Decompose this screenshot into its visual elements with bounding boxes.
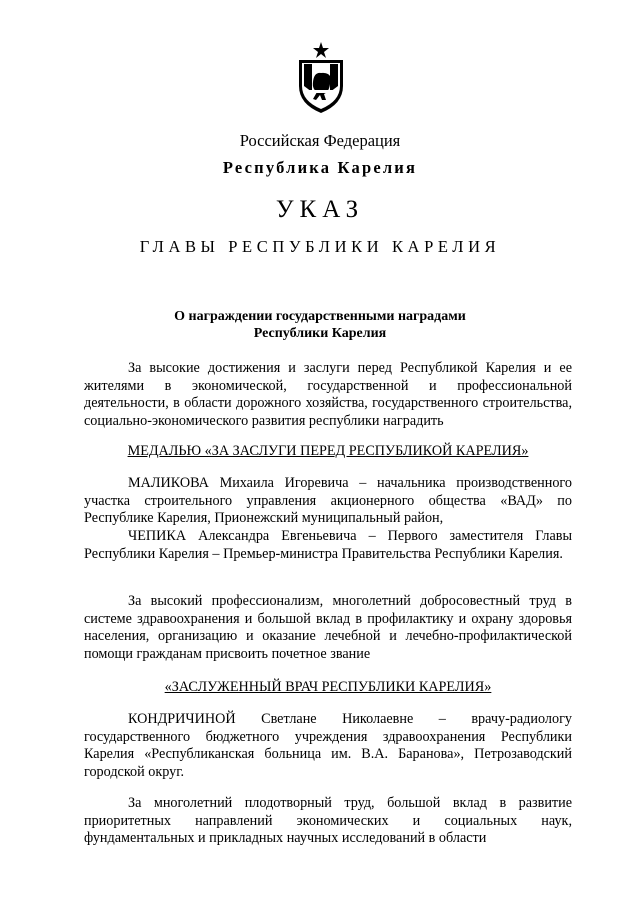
decree-issuer: ГЛАВЫ РЕСПУБЛИКИ КАРЕЛИЯ bbox=[139, 237, 501, 256]
intro-paragraph-1: За высокие достижения и заслуги перед Республикой Карелия и ее жителями в экономической, государственной и профессиональной деятельности, в области дорожного хозяйства, государственного строительства, социально-экономического развития республики наградить bbox=[84, 360, 572, 429]
karelia-coat-of-arms-icon bbox=[296, 42, 346, 114]
decree-title-line-1: О награждении государственными наградами bbox=[174, 309, 466, 324]
award-heading-title: «ЗАСЛУЖЕННЫЙ ВРАЧ РЕСПУБЛИКИ КАРЕЛИЯ» bbox=[164, 679, 492, 695]
award-recipient-1: МАЛИКОВА Михаила Игоревича – начальника производственного участка строительного управления акционерного общества «ВАД» по Республике Карелия, Прионежский муниципальный район, bbox=[84, 475, 572, 527]
republic-name: Республика Карелия bbox=[222, 158, 418, 177]
intro-paragraph-3: За многолетний плодотворный труд, большой вклад в развитие приоритетных направлений экономических и социальных наук, фундаментальных и прикладных научных исследований в области bbox=[84, 795, 572, 847]
decree-title bbox=[150, 308, 490, 342]
decree-label: УКАЗ bbox=[275, 196, 365, 223]
award-recipient-2: ЧЕПИКА Александра Евгеньевича – Первого заместителя Главы Республики Карелия – Премьер-министра Правительства Республики Карелия. bbox=[84, 528, 572, 562]
award-heading-medal: МЕДАЛЬЮ «ЗА ЗАСЛУГИ ПЕРЕД РЕСПУБЛИКОЙ КАРЕЛИЯ» bbox=[127, 443, 529, 459]
award-recipient-3: КОНДРИЧИНОЙ Светлане Николаевне – врачу-радиологу государственного бюджетного учреждения здравоохранения Республики Карелия «Республиканская больница им. В.А. Баранова», Петрозаводский городской округ. bbox=[84, 711, 572, 780]
decree-title-line-2: Республики Карелия bbox=[253, 326, 387, 341]
country-name: Российская Федерация bbox=[239, 131, 401, 150]
intro-paragraph-2: За высокий профессионализм, многолетний добросовестный труд в системе здравоохранения и большой вклад в профилактику и охрану здоровья населения, организацию и оказание лечебной и лечебно-профилактической помощи гражданам присвоить почетное звание bbox=[84, 593, 572, 662]
